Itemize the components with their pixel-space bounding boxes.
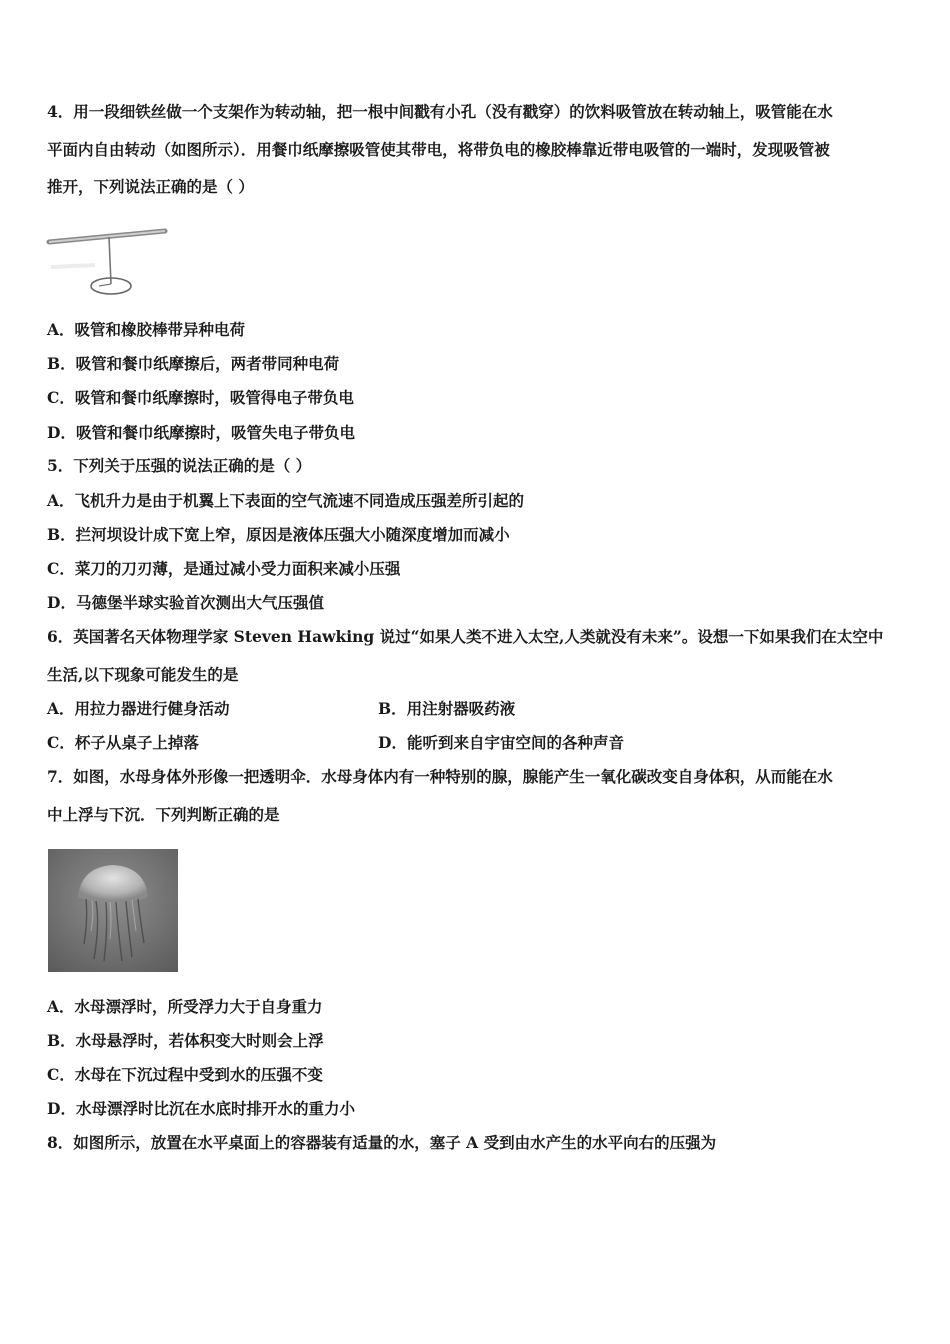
q4-stem-line3: 推开，下列说法正确的是（ ）: [47, 177, 254, 196]
q7-option-a: A．水母漂浮时，所受浮力大于自身重力: [47, 997, 323, 1016]
q6-stem-line2: 生活,以下现象可能发生的是: [47, 665, 239, 684]
q8-stem: 8．如图所示，放置在水平桌面上的容器装有适量的水，塞子 A 受到由水产生的水平向右的压强为: [47, 1133, 717, 1152]
q4-option-a: A．吸管和橡胶棒带异种电荷: [47, 320, 246, 339]
q5-option-b: B．拦河坝设计成下宽上窄，原因是液体压强大小随深度增加而减小: [47, 525, 510, 544]
q4-option-d: D．吸管和餐巾纸摩擦时，吸管失电子带负电: [47, 423, 355, 442]
q4-option-b: B．吸管和餐巾纸摩擦后，两者带同种电荷: [47, 354, 340, 373]
q6-option-a: A．用拉力器进行健身活动: [47, 699, 230, 718]
q5-stem: 5．下列关于压强的说法正确的是（ ）: [47, 456, 312, 475]
straw-on-stand-illustration: [49, 231, 165, 294]
q7-option-c: C．水母在下沉过程中受到水的压强不变: [47, 1065, 323, 1084]
q5-option-c: C．菜刀的刀刃薄，是通过减小受力面积来减小压强: [47, 559, 401, 578]
q5-option-a: A．飞机升力是由于机翼上下表面的空气流速不同造成压强差所引起的: [47, 491, 525, 510]
q7-option-d: D．水母漂浮时比沉在水底时排开水的重力小: [47, 1099, 355, 1118]
q6-option-c: C．杯子从桌子上掉落: [47, 733, 199, 752]
q4-stem-line1: 4．用一段细铁丝做一个支架作为转动轴，把一根中间戳有小孔（没有戳穿）的饮料吸管放在转动轴上，吸管能在水: [47, 102, 833, 121]
q6-option-b: B．用注射器吸药液: [378, 699, 516, 718]
q4-option-c: C．吸管和餐巾纸摩擦时，吸管得电子带负电: [47, 388, 354, 407]
q5-option-d: D．马德堡半球实验首次测出大气压强值: [47, 593, 324, 612]
q7-option-b: B．水母悬浮时，若体积变大时则会上浮: [47, 1031, 324, 1050]
jellyfish-photo: [48, 849, 178, 972]
q7-stem-line1: 7．如图，水母身体外形像一把透明伞．水母身体内有一种特别的腺，腺能产生一氧化碳改变自身体积，从而能在水: [47, 767, 833, 786]
q7-stem-line2: 中上浮与下沉．下列判断正确的是: [47, 805, 280, 824]
q6-stem-line1: 6．英国著名天体物理学家 Steven Hawking 说过“如果人类不进入太空,人类就没有未来”。设想一下如果我们在太空中: [47, 627, 884, 646]
straw-rotation-figure: [45, 222, 170, 298]
q6-option-d: D．能听到来自宇宙空间的各种声音: [378, 733, 624, 752]
q4-stem-line2: 平面内自由转动（如图所示）．用餐巾纸摩擦吸管使其带电，将带负电的橡胶棒靠近带电吸管的一端时，发现吸管被: [47, 140, 830, 159]
